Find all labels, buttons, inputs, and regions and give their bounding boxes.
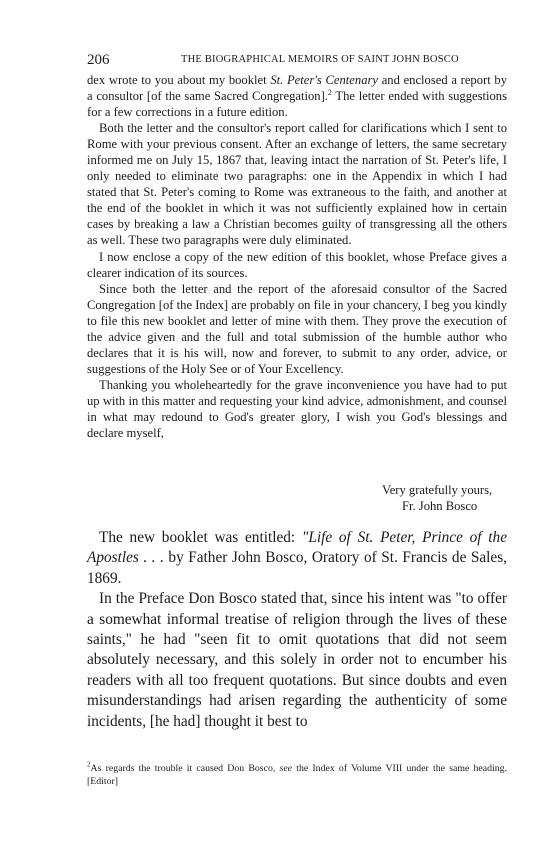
closing-line: Very gratefully yours, (382, 483, 493, 497)
signature-name: Fr. John Bosco (402, 499, 478, 513)
text-run: dex wrote to you about my booklet (87, 73, 271, 87)
text-run: see (279, 763, 293, 774)
booklet-title: St. Peter's Centenary (270, 73, 378, 87)
text-run: by Father John Bosco, Oratory of St. Francis de Sales, 1869. (87, 549, 507, 587)
narrative-paragraph-1 (87, 528, 507, 589)
running-title: THE BIOGRAPHICAL MEMOIRS OF SAINT JOHN BOSCO (181, 54, 459, 65)
narrative-text (87, 528, 507, 732)
letter-paragraph-2: Both the letter and the consultor's report called for clarifications which I sent to Rome with your previous consent. After an exchange of letters, the same secretary informed me on July 15, 1867 that, leaving intact the narration of St. Peter's life, I only needed to eliminate two paragraphs: one in the Appendix in which I had stated that St. Peter's coming to Rome was extraneous to the faith, and another at the end of the booklet in which it was not sufficiently explained how in certain cases by breaking a law a Christian becomes guilty of transgressing all the others as well. These two paragraphs were duly eliminated. (87, 121, 507, 248)
letter-paragraph-1 (87, 72, 507, 120)
page-header (87, 52, 507, 70)
text-run: The new booklet was entitled: (99, 529, 302, 546)
text-run: As regards the trouble it caused Don Bosco, (90, 763, 280, 774)
footnote (87, 760, 507, 788)
text-run: the Index of Volume VIII under the same heading. [Editor] (87, 763, 507, 787)
narrative-paragraph-2: In the Preface Don Bosco stated that, since his intent was "to offer a somewhat informal treatise of religion through the lives of these saints," he had "seen fit to omit quotations that did not seem absolutely necessary, and this solely in order not to encumber his readers with all too frequent quotations. But since doubts and even misunderstandings had arisen regarding the authenticity of some incidents, [he had] thought it best to (87, 590, 507, 730)
footnote-ref: 2 (327, 87, 332, 97)
letter-paragraph-5: Thanking you wholeheartedly for the grave inconvenience you have had to put up with in this matter and requesting your kind advice, admonishment, and counsel in what may redound to God's greater glory, I wish you God's blessings and declare myself, (87, 377, 507, 441)
letter-text (87, 72, 507, 441)
page-number: 206 (87, 52, 110, 68)
letter-paragraph-3: I now enclose a copy of the new edition of this booklet, whose Preface gives a clearer indication of its sources. (87, 249, 507, 280)
text-run: and enclosed a report by a consultor [of the same Sacred Congregation]. (87, 73, 508, 104)
footnote-mark: 2 (87, 760, 91, 769)
letter-paragraph-4: Since both the letter and the report of the aforesaid consultor of the Sacred Congregation [of the Index] are probably on file in your chancery, I beg you kindly to file this new booklet and letter of mine with them. They prove the execution of the advice given and the full and total submission of the humble author who declares that it is his will, now and forever, to submit to any order, advice, or suggestions of the Holy See or of Your Excellency. (87, 281, 507, 376)
booklet-title: "Life of St. Peter, Prince of the Apostles . . . (87, 529, 507, 567)
text-run: The letter ended with suggestions for a few corrections in a future edition. (87, 89, 507, 120)
letter-signature (382, 482, 492, 514)
